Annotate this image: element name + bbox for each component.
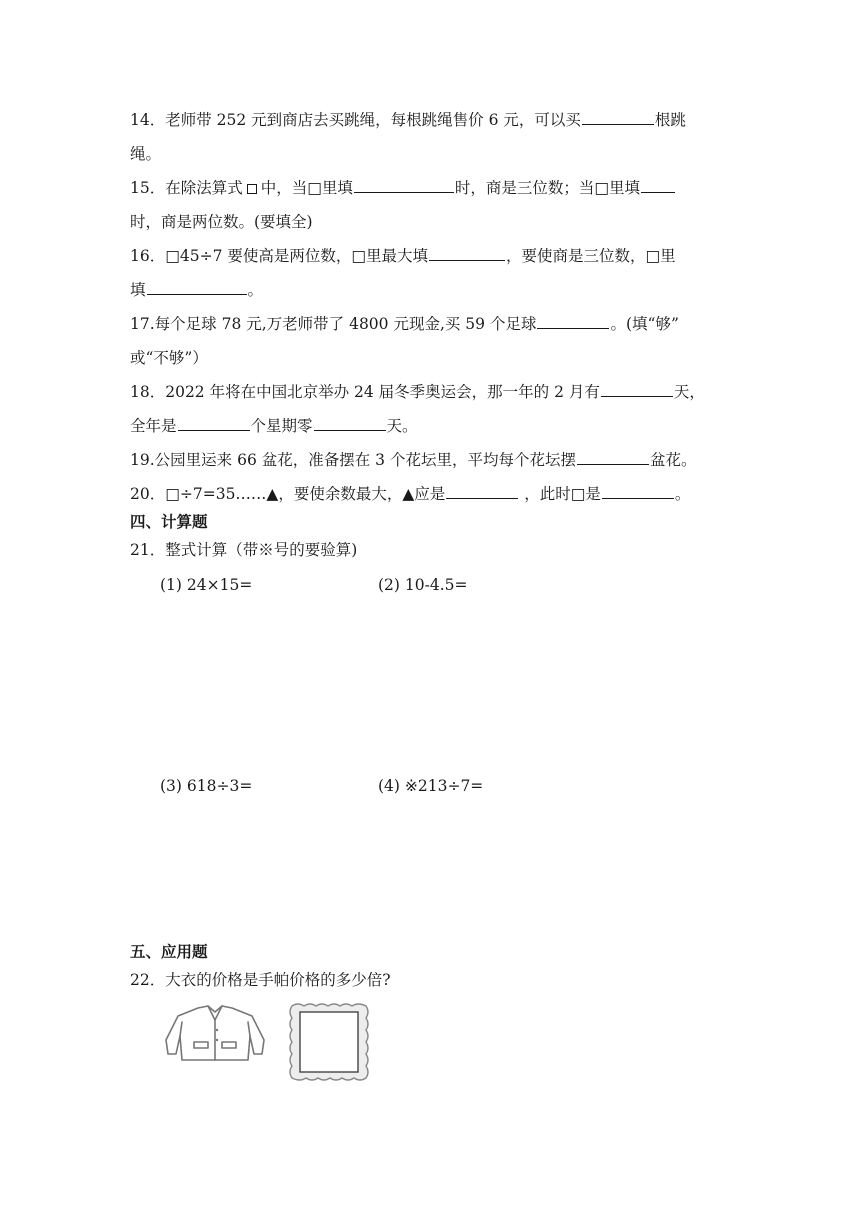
- answer-blank[interactable]: [178, 416, 250, 431]
- answer-blank[interactable]: [314, 416, 386, 431]
- question-14-line-2: 绳。: [130, 145, 162, 163]
- question-14-line-1: 14．老师带 252 元到商店去买跳绳，每根跳绳售价 6 元，可以买 根跳: [130, 111, 686, 129]
- answer-blank[interactable]: [577, 450, 649, 465]
- answer-blank[interactable]: [429, 246, 505, 261]
- section-5-heading: 五、应用题: [130, 943, 208, 961]
- calc-item-3: (3) 618÷3=: [160, 777, 253, 795]
- answer-blank[interactable]: [582, 110, 654, 125]
- coat-icon: [160, 1002, 270, 1066]
- calc-item-1: (1) 24×15=: [160, 576, 253, 594]
- calc-item-2: (2) 10-4.5=: [378, 576, 468, 594]
- question-21: 21．整式计算（带※号的要验算): [130, 541, 358, 559]
- question-15-line-2: 时，商是两位数。(要填全): [130, 213, 313, 231]
- answer-blank[interactable]: [537, 314, 609, 329]
- question-20-line-1: 20．□÷7=35……▲，要使余数最大，▲应是 ，此时□是 。: [130, 485, 691, 503]
- answer-blank[interactable]: [147, 280, 247, 295]
- calc-item-4: (4) ※213÷7=: [378, 777, 484, 795]
- question-22: 22．大衣的价格是手帕价格的多少倍?: [130, 971, 391, 989]
- square-box-icon: [247, 184, 257, 194]
- question-16-line-1: 16．□45÷7 要使高是两位数，□里最大填 ，要使商是三位数，□里: [130, 247, 676, 265]
- question-15-line-1: 15．在除法算式 中，当□里填 时，商是三位数；当□里填: [130, 178, 676, 198]
- question-17-line-1: 17.每个足球 78 元,万老师带了 4800 元现金,买 59 个足球 。(填“够”: [130, 315, 679, 333]
- question-17-line-2: 或“不够”）: [130, 349, 208, 367]
- answer-blank[interactable]: [602, 484, 674, 499]
- question-18-line-1: 18．2022 年将在中国北京举办 24 届冬季奥运会，那一年的 2 月有 天，: [130, 383, 705, 401]
- question-16-line-2: 填 。: [130, 281, 264, 299]
- section-4-heading: 四、计算题: [130, 513, 208, 531]
- question-19-line-1: 19.公园里运来 66 盆花，准备摆在 3 个花坛里，平均每个花坛摆 盆花。: [130, 451, 697, 469]
- answer-blank[interactable]: [601, 382, 673, 397]
- answer-blank[interactable]: [446, 484, 518, 499]
- answer-blank[interactable]: [354, 178, 454, 193]
- handkerchief-icon: [286, 1000, 372, 1084]
- question-18-line-2: 全年是 个星期零 天。: [130, 417, 418, 435]
- answer-blank[interactable]: [641, 178, 675, 193]
